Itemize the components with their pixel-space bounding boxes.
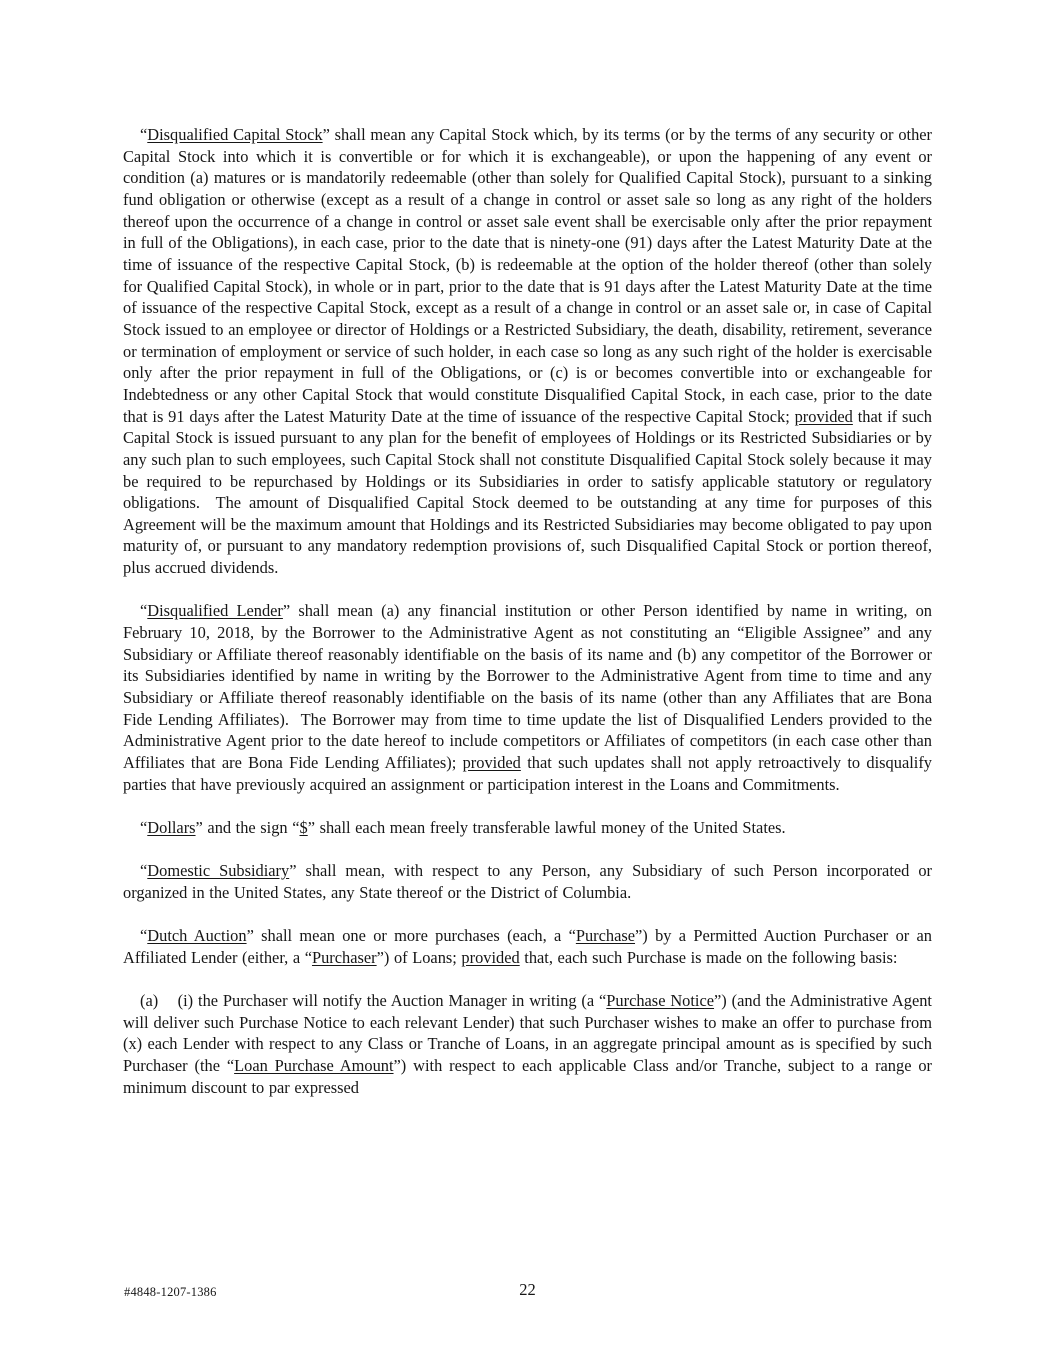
underlined-term: Dutch Auction <box>147 926 247 946</box>
document-body <box>123 124 932 1120</box>
text-run: that, each such Purchase is made on the following basis: <box>519 947 898 967</box>
text-run: ” shall mean, with respect to any Person, any Subsidiary of such Person incorporated or organized in the United States, any State thereof or the District of Columbia. <box>123 861 932 902</box>
underlined-term: Domestic Subsidiary <box>147 861 290 881</box>
text-run: (a) (i) the Purchaser will notify the Auction Manager in writing (a “ <box>140 991 607 1011</box>
text-run: “ <box>140 601 148 621</box>
text-run: ”) of Loans; <box>376 947 462 967</box>
text-run: “ <box>140 926 148 946</box>
text-run: “ <box>140 125 148 144</box>
definition-domestic-subsidiary <box>123 860 932 903</box>
text-run: ”) (and the Administrative Agent will deliver such Purchase Notice to each relevant Lender) that such Purchaser wishes to make an offer to purchase from (x) each Lender with respect to any Class or Tranche of Loans, in an aggregate principal amount as is specified by such Purchaser (the “ <box>123 991 932 1076</box>
clause-a-purchase-notice <box>123 990 932 1098</box>
underlined-term: provided <box>461 947 520 967</box>
definition-dutch-auction <box>123 925 932 968</box>
underlined-term: Purchaser <box>311 947 377 967</box>
text-run: “ <box>140 817 148 837</box>
underlined-term: Dollars <box>147 817 196 837</box>
underlined-term: Disqualified Capital Stock <box>147 125 323 144</box>
text-run: that such updates shall not apply retroactively to disqualify parties that have previously acquired an assignment or participation interest in the Loans and Commitments. <box>123 753 932 794</box>
text-run: “ <box>140 861 148 881</box>
definition-disqualified-lender <box>123 600 932 795</box>
underlined-term: Disqualified Lender <box>147 601 283 621</box>
text-run: ”) with respect to each applicable Class and/or Tranche, subject to a range or minimum discount to par expressed <box>123 1056 932 1097</box>
text-run: that if such Capital Stock is issued pursuant to any plan for the benefit of employees of Holdings or its Restricted Subsidiaries or by any such plan to such employees, such Capital Stock shall not constitute Disqualified Capital Stock solely because it may be required to be repurchased by Holdings or its Subsidiaries in order to satisfy applicable statutory or regulatory obligations. The amount of Disqualified Capital Stock deemed to be outstanding at any time for purposes of this Agreement will be the maximum amount that Holdings and its Restricted Subsidiaries may become obligated to pay upon maturity of, or pursuant to any mandatory redemption provisions of, such Disqualified Capital Stock or portion thereof, plus accrued dividends. <box>123 406 932 578</box>
text-run: ” shall mean one or more purchases (each, a “ <box>246 926 576 946</box>
underlined-term: Purchase <box>575 926 636 946</box>
underlined-term: Loan Purchase Amount <box>234 1056 394 1076</box>
underlined-term: provided <box>794 406 853 426</box>
footer-doc-control-number: #4848-1207-1386 <box>124 1285 217 1299</box>
text-run: ” shall mean any Capital Stock which, by its terms (or by the terms of any security or other Capital Stock into which it is convertible or for which it is exchangeable), or upon the happening of any event or condition (a) matures or is mandatorily redeemable (other than solely for Qualified Capital Stock), pursuant to a sinking fund obligation or otherwise (except as a result of a change in control or asset sale so long as any right of the holders thereof upon the occurrence of a change in control or asset sale event shall be exercisable only after the prior repayment in full of the Obligations), in each case, prior to the date that is ninety-one (91) days after the Latest Maturity Date at the time of issuance of the respective Capital Stock, (b) is redeemable at the option of the holder thereof (other than solely for Qualified Capital Stock), in whole or in part, prior to the date that is 91 days after the Latest Maturity Date at the time of issuance of the respective Capital Stock, except as a result of a change in control or an asset sale or, in case of Capital Stock issued to an employee or director of Holdings or a Restricted Subsidiary, the death, disability, retirement, severance or termination of employment or service of such holder, in each case so long as any such right of the holder is exercisable only after the prior repayment in full of the Obligations, or (c) is or becomes convertible into or exchangeable for Indebtedness or any other Capital Stock that would constitute Disqualified Capital Stock, in each case, prior to the date that is 91 days after the Latest Maturity Date at the time of issuance of the respective Capital Stock; <box>123 125 932 426</box>
text-run: ” shall mean (a) any financial institution or other Person identified by name in writing, on February 10, 2018, by the Borrower to the Administrative Agent as not constituting an “Eligible Assignee” and any Subsidiary or Affiliate thereof reasonably identifiable on the basis of its name and (b) any competitor of the Borrower or its Subsidiaries identified by name in writing by the Borrower to the Administrative Agent from time to time and any Subsidiary or Affiliate thereof reasonably identifiable on the basis of its name (other than any Affiliates that are Bona Fide Lending Affiliates). The Borrower may from time to time update the list of Disqualified Lenders provided to the Administrative Agent prior to the date hereof to include competitors or Affiliates of competitors (in each case other than Affiliates that are Bona Fide Lending Affiliates); <box>123 601 932 773</box>
underlined-term: Purchase Notice <box>606 991 715 1011</box>
definition-disqualified-capital-stock <box>123 124 932 579</box>
definition-dollars <box>123 817 932 839</box>
text-run: ”) by a Permitted Auction Purchaser or an Affiliated Lender (either, a “ <box>123 926 932 967</box>
footer-page-number: 22 <box>519 1280 536 1299</box>
underlined-term: $ <box>299 817 308 837</box>
text-run: ” shall each mean freely transferable lawful money of the United States. <box>307 817 786 837</box>
underlined-term: provided <box>462 753 521 773</box>
text-run: ” and the sign “ <box>195 817 300 837</box>
